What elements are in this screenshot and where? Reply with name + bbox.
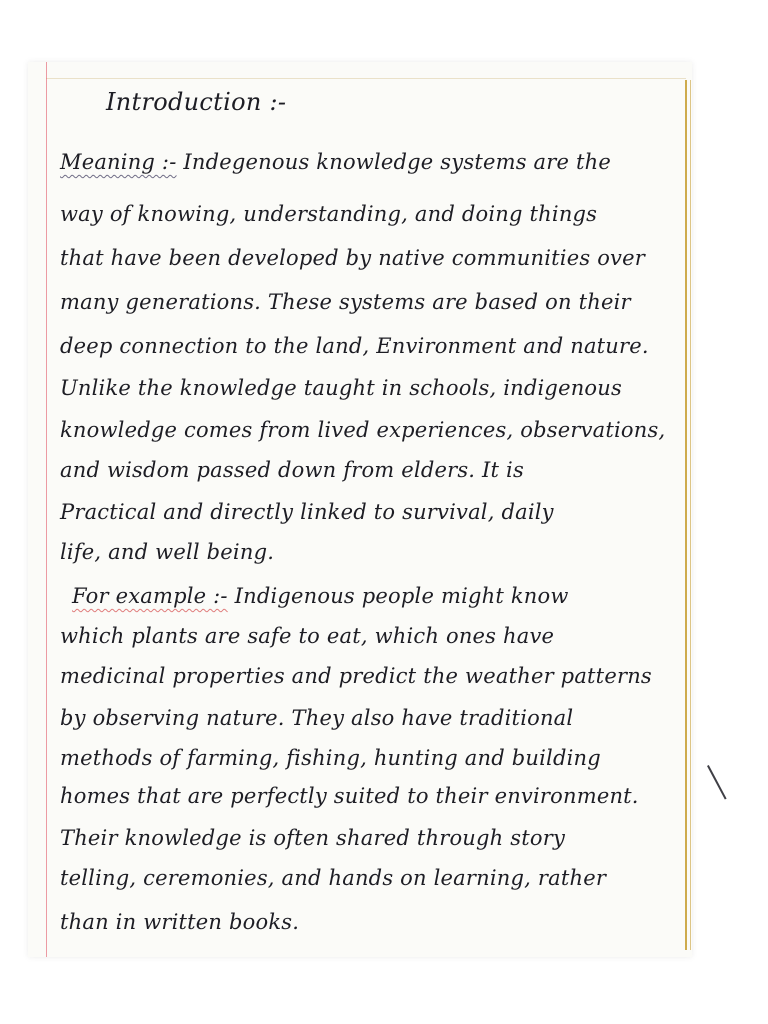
example-line-7: Their knowledge is often shared through story (60, 826, 566, 850)
meaning-line-8: and wisdom passed down from elders. It is (60, 458, 524, 482)
page-border-top (46, 78, 686, 79)
example-line-2: which plants are safe to eat, which ones have (60, 624, 555, 648)
page-border-right-inner (690, 80, 691, 950)
page-border-right (685, 80, 687, 950)
meaning-line-9: Practical and directly linked to survival, daily (60, 500, 554, 524)
pen-stroke-mark (707, 765, 726, 799)
meaning-line-3: that have been developed by native communities over (60, 246, 645, 270)
example-line-4: by observing nature. They also have traditional (60, 706, 574, 730)
margin-line (46, 62, 47, 957)
meaning-line-2: way of knowing, understanding, and doing things (60, 202, 598, 226)
meaning-line-6: Unlike the knowledge taught in schools, indigenous (60, 376, 622, 400)
page-title: Introduction :- (106, 88, 287, 116)
example-line-1 (72, 584, 569, 608)
meaning-line-7: knowledge comes from lived experiences, observations, (60, 418, 666, 442)
example-line-9: than in written books. (60, 910, 300, 934)
meaning-text-1: Indegenous knowledge systems are the (176, 150, 612, 174)
example-line-3: medicinal properties and predict the weather patterns (60, 664, 652, 688)
example-line-5: methods of farming, fishing, hunting and building (60, 746, 601, 770)
meaning-line-1 (60, 150, 611, 174)
meaning-line-4: many generations. These systems are based on their (60, 290, 631, 314)
meaning-heading: Meaning :- (60, 150, 177, 174)
meaning-line-5: deep connection to the land, Environment and nature. (60, 334, 649, 358)
example-line-8: telling, ceremonies, and hands on learning, rather (60, 866, 607, 890)
example-line-6: homes that are perfectly suited to their environment. (60, 784, 639, 808)
meaning-line-10: life, and well being. (60, 540, 275, 564)
example-heading: For example :- (72, 584, 228, 608)
example-text-1: Indigenous people might know (227, 584, 569, 608)
